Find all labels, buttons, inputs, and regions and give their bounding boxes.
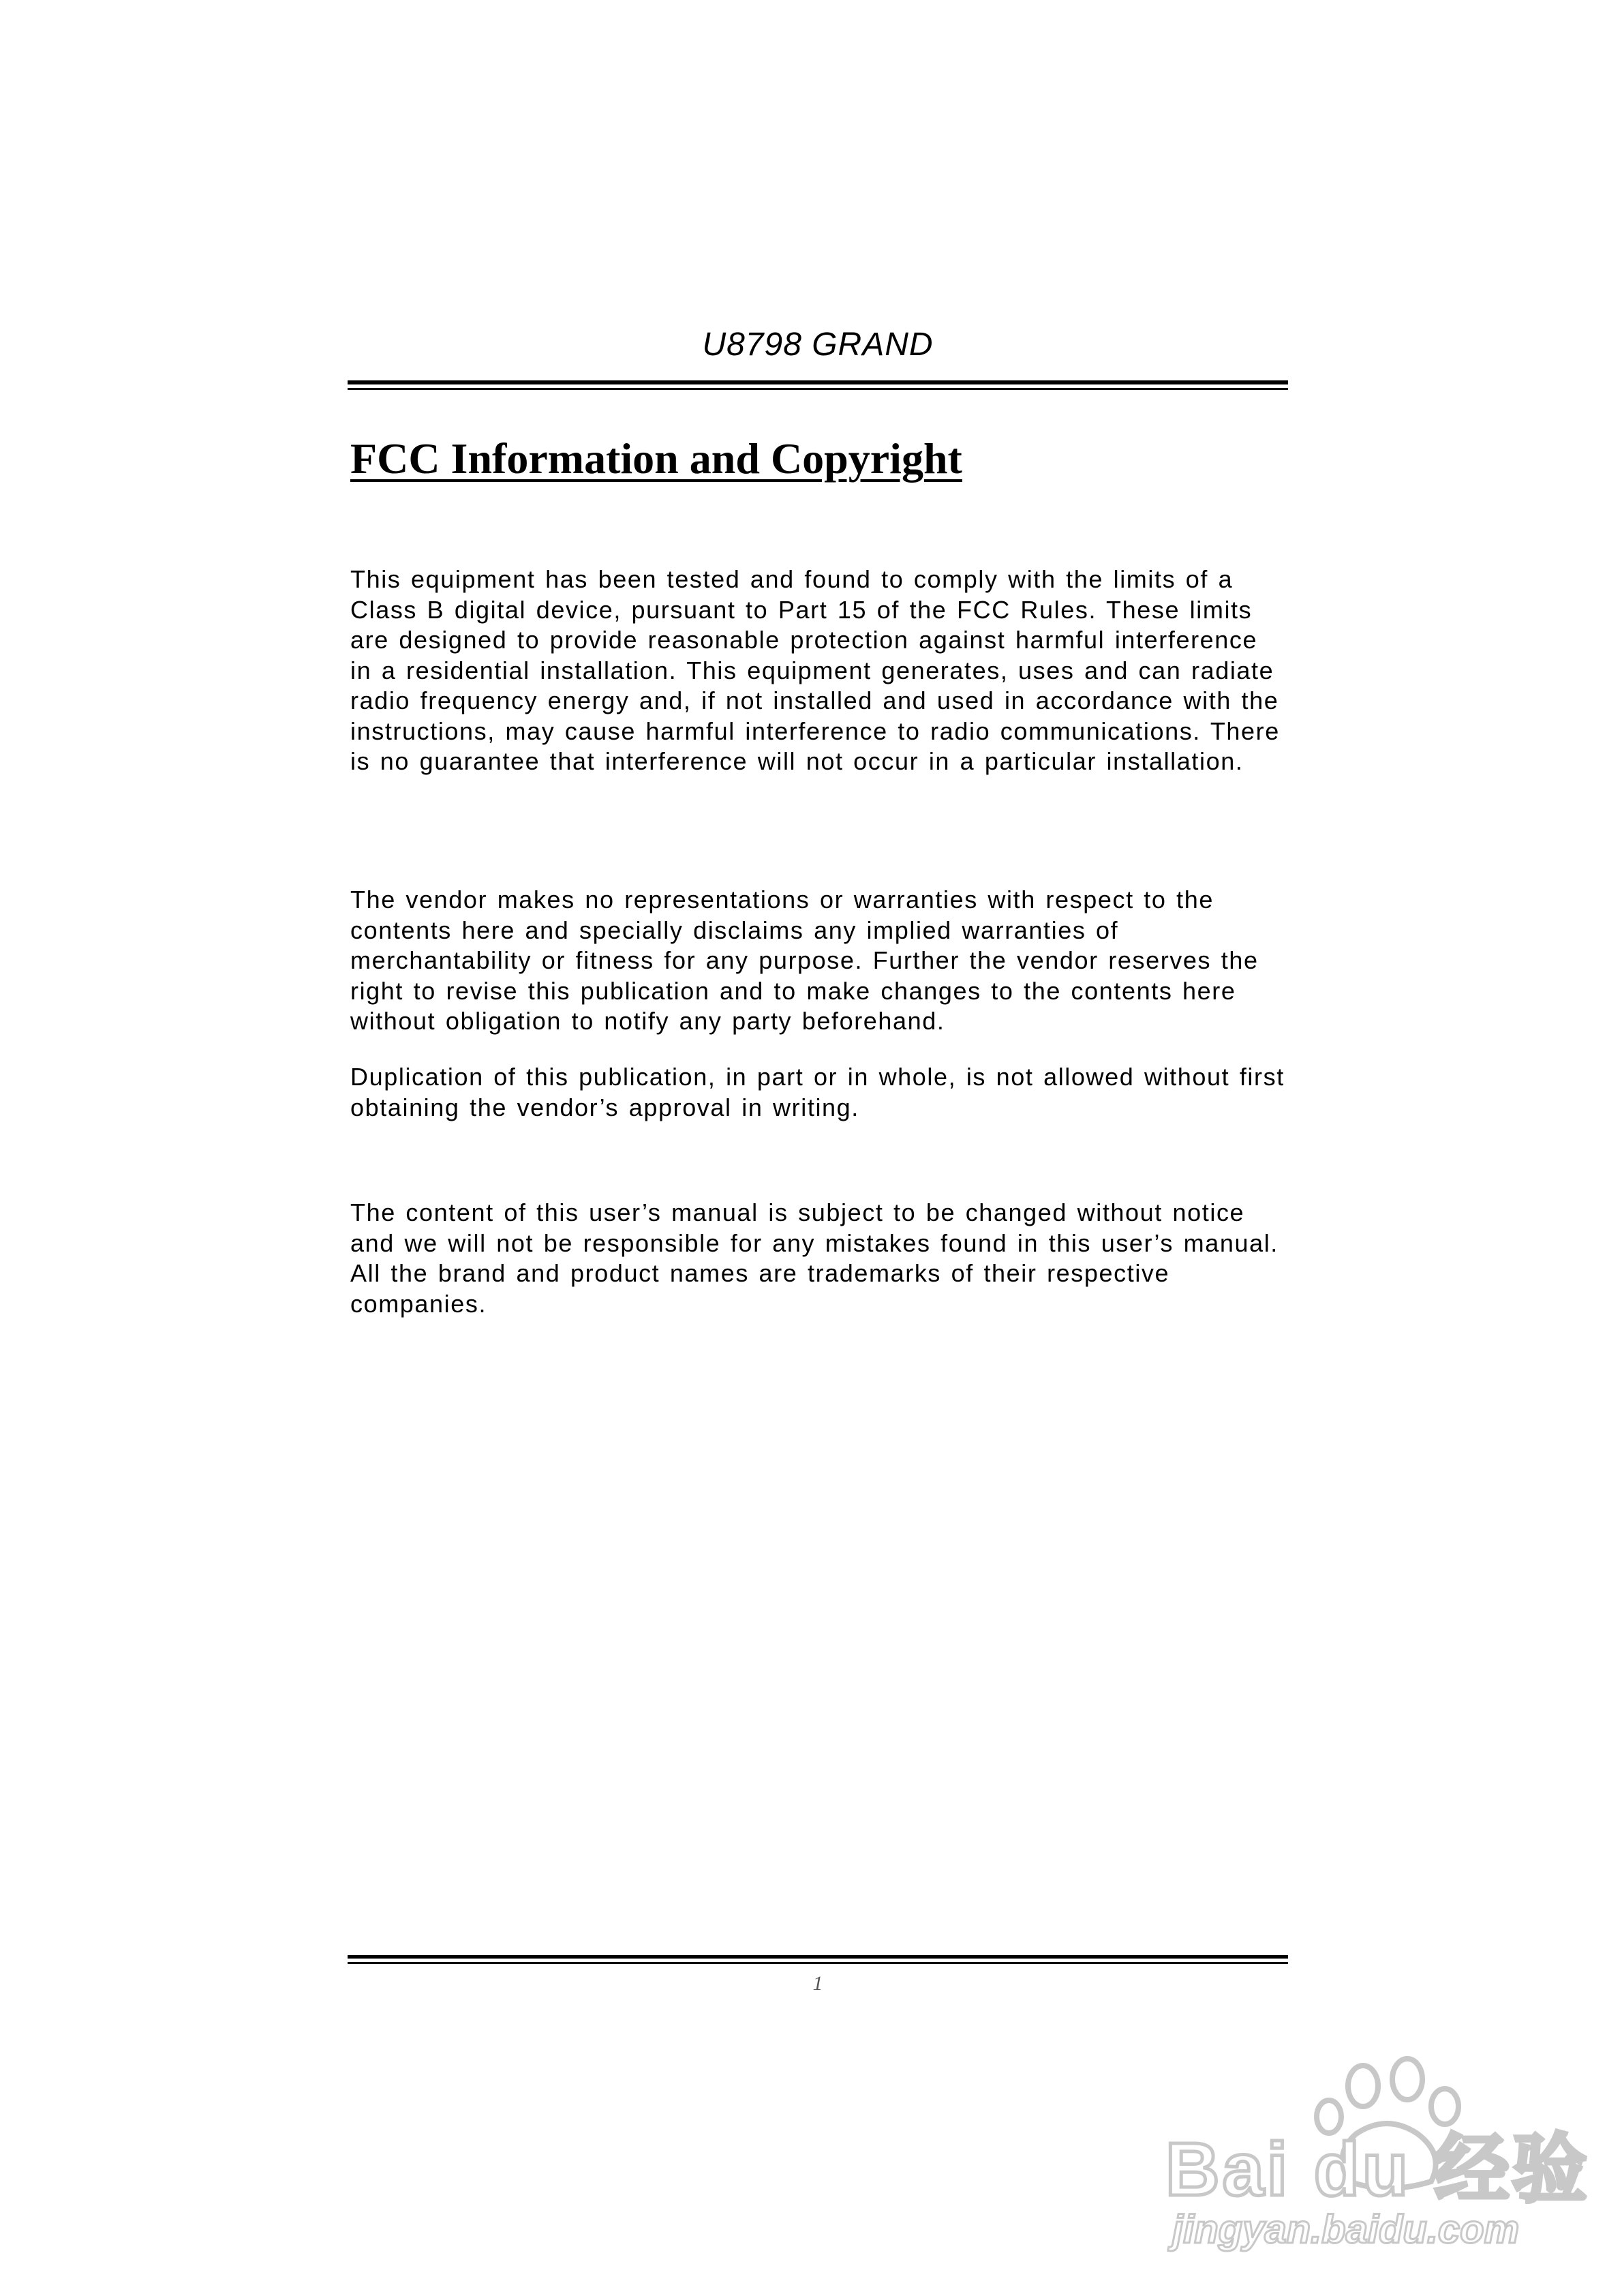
duplication-paragraph: Duplication of this publication, in part or in whole, is not allowed without first obtaining the vendor’s approval in writing.	[350, 1063, 1285, 1121]
running-header: U8798 GRAND	[702, 327, 934, 363]
footer-rule-thick	[348, 1955, 1288, 1959]
fcc-paragraph: This equipment has been tested and found to comply with the limits of a Class B digital device, pursuant to Part 15 of the FCC Rules. These limits are designed to provide reasonable protection against harmful interference in a residential installation. This equipment generates, uses and can radiate radio frequency energy and, if not installed and used in accordance with the instructions, may cause harmful interference to radio communications. There is no guarantee that interference will not occur in a particular installation.	[350, 565, 1280, 775]
watermark-url: jingyan.baidu.com	[1172, 2207, 1520, 2252]
header-rule-thick	[348, 380, 1288, 384]
page-number: 1	[812, 1972, 823, 1995]
baidu-jingyan-watermark	[1152, 2052, 1590, 2252]
page-title: FCC Information and Copyright	[350, 434, 962, 483]
footer-rule-thin	[348, 1962, 1288, 1964]
header-rule-thin	[348, 388, 1288, 390]
warranty-paragraph: The vendor makes no representations or warranties with respect to the contents here and specially disclaims any implied warranties of merchantability or fitness for any purpose. Further the vendor reserves the right to revise this publication and to make changes to the contents here without obligation to notify any party beforehand.	[350, 886, 1259, 1035]
watermark-brand: Bai du 经验	[1165, 2128, 1590, 2211]
manual-notice-paragraph: The content of this user’s manual is subject to be changed without notice and we will not be responsible for any mistakes found in this user’s manual. All the brand and product names are trademarks of their respective companies.	[350, 1198, 1279, 1318]
